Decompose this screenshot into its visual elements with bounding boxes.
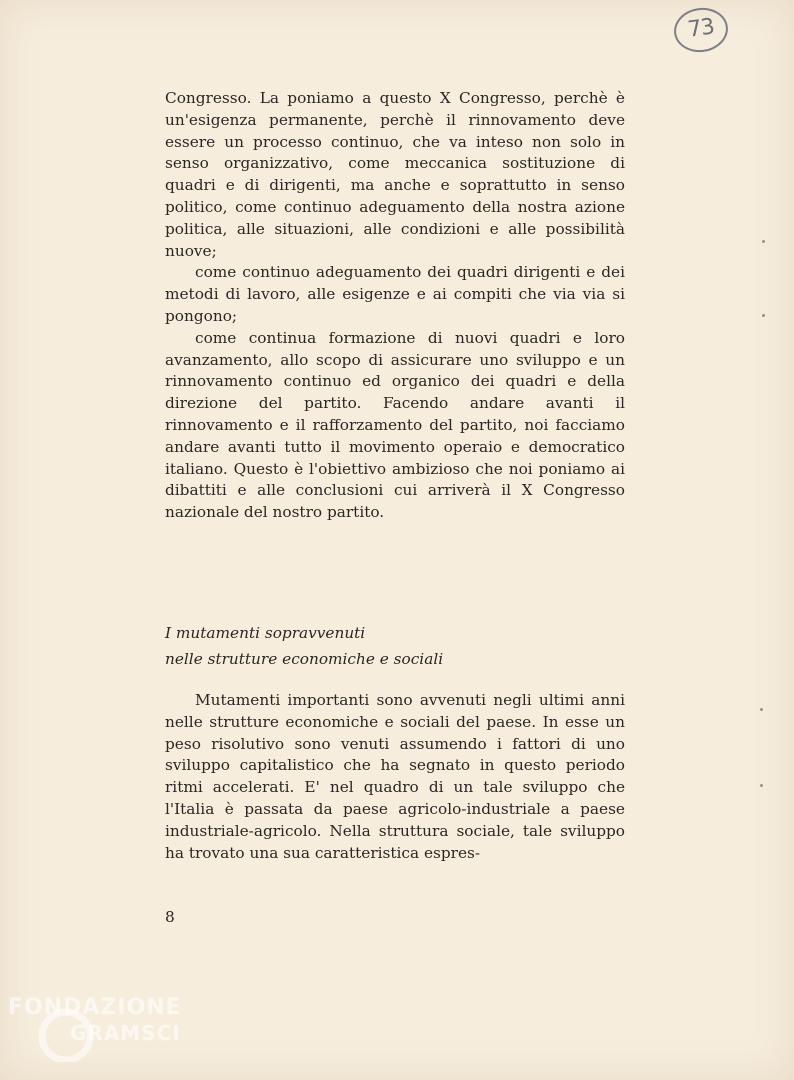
- body-text-section-1: [165, 88, 625, 524]
- section-heading-line-2: nelle strutture economiche e sociali: [165, 650, 444, 668]
- paper-speck: [760, 708, 763, 711]
- paper-speck: [762, 240, 765, 243]
- body-text-section-2: [165, 690, 625, 864]
- section-heading-line-1: I mutamenti sopravvenuti: [165, 624, 366, 642]
- fondazione-gramsci-watermark: [8, 992, 208, 1062]
- watermark-line-1: FONDAZIONE: [8, 995, 182, 1020]
- paragraph: come continuo adeguamento dei quadri dirigenti e dei metodi di lavoro, alle esigenze e ai compiti che via via si pongono;: [165, 263, 625, 325]
- paper-speck: [760, 784, 763, 787]
- watermark-line-2: GRAMSCI: [70, 1021, 181, 1045]
- page-number: 8: [165, 908, 175, 926]
- section-heading: [165, 620, 625, 672]
- paragraph: Congresso. La poniamo a questo X Congresso, perchè è un'esigenza permanente, perchè il rinnovamento deve essere un processo continuo, che va inteso non solo in senso organizzativo, come meccanica sostituzione di quadri e di dirigenti, ma anche e soprattutto in senso politico, come continuo adeguamento della nostra azione politica, alle situazioni, alle condizioni e alle possibilità nuove;: [165, 89, 625, 260]
- archive-number-stamp: 73: [671, 4, 731, 55]
- paragraph: come continua formazione di nuovi quadri e loro avanzamento, allo scopo di assicurare uno sviluppo e un rinnovamento continuo ed organico dei quadri e della direzione del partito. Facendo andare avanti il rinnovamento e il rafforzamento del partito, noi facciamo andare avanti tutto il movimento operaio e democratico italiano. Questo è l'obiettivo ambizioso che noi poniamo ai dibattiti e alle conclusioni cui arriverà il X Congresso nazionale del nostro partito.: [165, 328, 625, 522]
- paragraph: Mutamenti importanti sono avvenuti negli ultimi anni nelle strutture economiche e sociali del paese. In esse un peso risolutivo sono venuti assumendo i fattori di uno sviluppo capitalistico che ha segnato in questo periodo ritmi accelerati. E' nel quadro di un tale sviluppo che l'Italia è passata da paese agricolo-industriale a paese industriale-agricolo. Nella struttura sociale, tale sviluppo ha trovato una sua caratteristica espres-: [165, 691, 625, 862]
- paper-speck: [762, 314, 765, 317]
